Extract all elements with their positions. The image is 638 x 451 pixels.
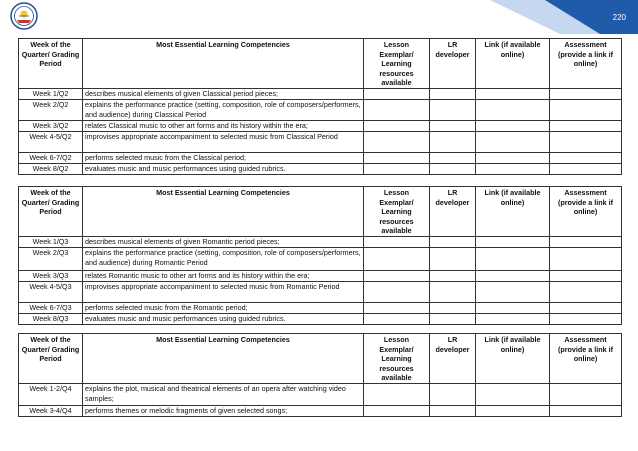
header-lesson-exemplar: Lesson Exemplar/ Learning resources available (364, 187, 430, 237)
header-assessment: Assessment (provide a link if online) (550, 187, 622, 237)
empty-cell (550, 281, 622, 302)
empty-cell (550, 131, 622, 152)
empty-cell (364, 302, 430, 313)
competency-cell: describes musical elements of given Romantic period pieces; (83, 236, 364, 247)
header-band (0, 0, 638, 34)
week-cell: Week 3-4/Q4 (19, 405, 83, 416)
table-row (19, 405, 622, 416)
competency-table-q4 (18, 333, 622, 417)
empty-cell (430, 120, 476, 131)
week-cell: Week 6-7/Q3 (19, 302, 83, 313)
competency-cell: evaluates music and music performances using guided rubrics. (83, 163, 364, 174)
empty-cell (364, 405, 430, 416)
empty-cell (476, 88, 550, 99)
empty-cell (550, 163, 622, 174)
header-lesson-exemplar: Lesson Exemplar/ Learning resources available (364, 334, 430, 384)
competency-cell: relates Romantic music to other art forms and its history within the era; (83, 270, 364, 281)
table-row (19, 270, 622, 281)
table-header-row (19, 39, 622, 89)
header-lesson-exemplar: Lesson Exemplar/ Learning resources available (364, 39, 430, 89)
table-row (19, 383, 622, 405)
header-link: Link (if available online) (476, 334, 550, 384)
header-lr-developer: LR developer (430, 334, 476, 384)
header-week: Week of the Quarter/ Grading Period (19, 39, 83, 89)
empty-cell (430, 131, 476, 152)
table-row (19, 281, 622, 302)
table-row (19, 99, 622, 120)
table-row (19, 247, 622, 270)
week-cell: Week 3/Q2 (19, 120, 83, 131)
empty-cell (550, 313, 622, 324)
empty-cell (476, 152, 550, 163)
empty-cell (430, 281, 476, 302)
competency-cell: explains the performance practice (setting, composition, role of composers/performers, and audience) during Classical Period (83, 99, 364, 120)
week-cell: Week 6-7/Q2 (19, 152, 83, 163)
empty-cell (430, 152, 476, 163)
empty-cell (476, 302, 550, 313)
empty-cell (430, 302, 476, 313)
competency-cell: performs selected music from the Romantic period; (83, 302, 364, 313)
empty-cell (550, 270, 622, 281)
empty-cell (430, 405, 476, 416)
week-cell: Week 4-5/Q2 (19, 131, 83, 152)
empty-cell (430, 88, 476, 99)
empty-cell (364, 152, 430, 163)
empty-cell (476, 99, 550, 120)
empty-cell (550, 236, 622, 247)
competency-cell: improvises appropriate accompaniment to selected music from Classical Period (83, 131, 364, 152)
empty-cell (364, 247, 430, 270)
header-link: Link (if available online) (476, 39, 550, 89)
deped-seal-icon (10, 2, 38, 30)
week-cell: Week 1/Q3 (19, 236, 83, 247)
competency-table-q2 (18, 38, 622, 175)
empty-cell (550, 120, 622, 131)
header-link: Link (if available online) (476, 187, 550, 237)
table-row (19, 302, 622, 313)
empty-cell (476, 120, 550, 131)
week-cell: Week 8/Q3 (19, 313, 83, 324)
week-cell: Week 2/Q3 (19, 247, 83, 270)
table-header-row (19, 334, 622, 384)
table-row (19, 120, 622, 131)
competency-cell: explains the performance practice (setting, composition, role of composers/performers, and audience) during Romantic Period (83, 247, 364, 270)
empty-cell (550, 383, 622, 405)
empty-cell (430, 163, 476, 174)
week-cell: Week 1-2/Q4 (19, 383, 83, 405)
header-assessment: Assessment (provide a link if online) (550, 334, 622, 384)
empty-cell (364, 236, 430, 247)
competency-cell: evaluates music and music performances using guided rubrics. (83, 313, 364, 324)
empty-cell (430, 313, 476, 324)
header-lr-developer: LR developer (430, 39, 476, 89)
header-lr-developer: LR developer (430, 187, 476, 237)
empty-cell (476, 383, 550, 405)
week-cell: Week 3/Q3 (19, 270, 83, 281)
empty-cell (364, 163, 430, 174)
empty-cell (476, 405, 550, 416)
empty-cell (430, 247, 476, 270)
empty-cell (430, 383, 476, 405)
week-cell: Week 8/Q2 (19, 163, 83, 174)
header-assessment: Assessment (provide a link if online) (550, 39, 622, 89)
table-header-row (19, 187, 622, 237)
empty-cell (364, 383, 430, 405)
table-row (19, 131, 622, 152)
empty-cell (430, 236, 476, 247)
empty-cell (476, 131, 550, 152)
empty-cell (550, 302, 622, 313)
empty-cell (430, 99, 476, 120)
header-competencies: Most Essential Learning Competencies (83, 334, 364, 384)
table-row (19, 88, 622, 99)
page-number: 220 (612, 13, 626, 22)
empty-cell (364, 270, 430, 281)
competency-cell: explains the plot, musical and theatrical elements of an opera after watching video samples; (83, 383, 364, 405)
table-row (19, 163, 622, 174)
competency-table-q3 (18, 186, 622, 325)
week-cell: Week 1/Q2 (19, 88, 83, 99)
header-competencies: Most Essential Learning Competencies (83, 39, 364, 89)
empty-cell (476, 281, 550, 302)
empty-cell (550, 405, 622, 416)
empty-cell (430, 270, 476, 281)
empty-cell (364, 313, 430, 324)
competency-cell: relates Classical music to other art forms and its history within the era; (83, 120, 364, 131)
competency-cell: performs themes or melodic fragments of given selected songs; (83, 405, 364, 416)
header-week: Week of the Quarter/ Grading Period (19, 334, 83, 384)
competency-cell: describes musical elements of given Classical period pieces; (83, 88, 364, 99)
week-cell: Week 2/Q2 (19, 99, 83, 120)
empty-cell (476, 313, 550, 324)
table-row (19, 313, 622, 324)
competency-cell: performs selected music from the Classical period; (83, 152, 364, 163)
empty-cell (550, 152, 622, 163)
empty-cell (476, 163, 550, 174)
empty-cell (364, 131, 430, 152)
table-row (19, 236, 622, 247)
week-cell: Week 4-5/Q3 (19, 281, 83, 302)
competency-cell: improvises appropriate accompaniment to selected music from Romantic Period (83, 281, 364, 302)
empty-cell (550, 247, 622, 270)
empty-cell (364, 88, 430, 99)
empty-cell (364, 120, 430, 131)
empty-cell (476, 247, 550, 270)
header-competencies: Most Essential Learning Competencies (83, 187, 364, 237)
empty-cell (550, 99, 622, 120)
header-week: Week of the Quarter/ Grading Period (19, 187, 83, 237)
empty-cell (364, 99, 430, 120)
table-row (19, 152, 622, 163)
empty-cell (364, 281, 430, 302)
empty-cell (476, 236, 550, 247)
empty-cell (476, 270, 550, 281)
empty-cell (550, 88, 622, 99)
